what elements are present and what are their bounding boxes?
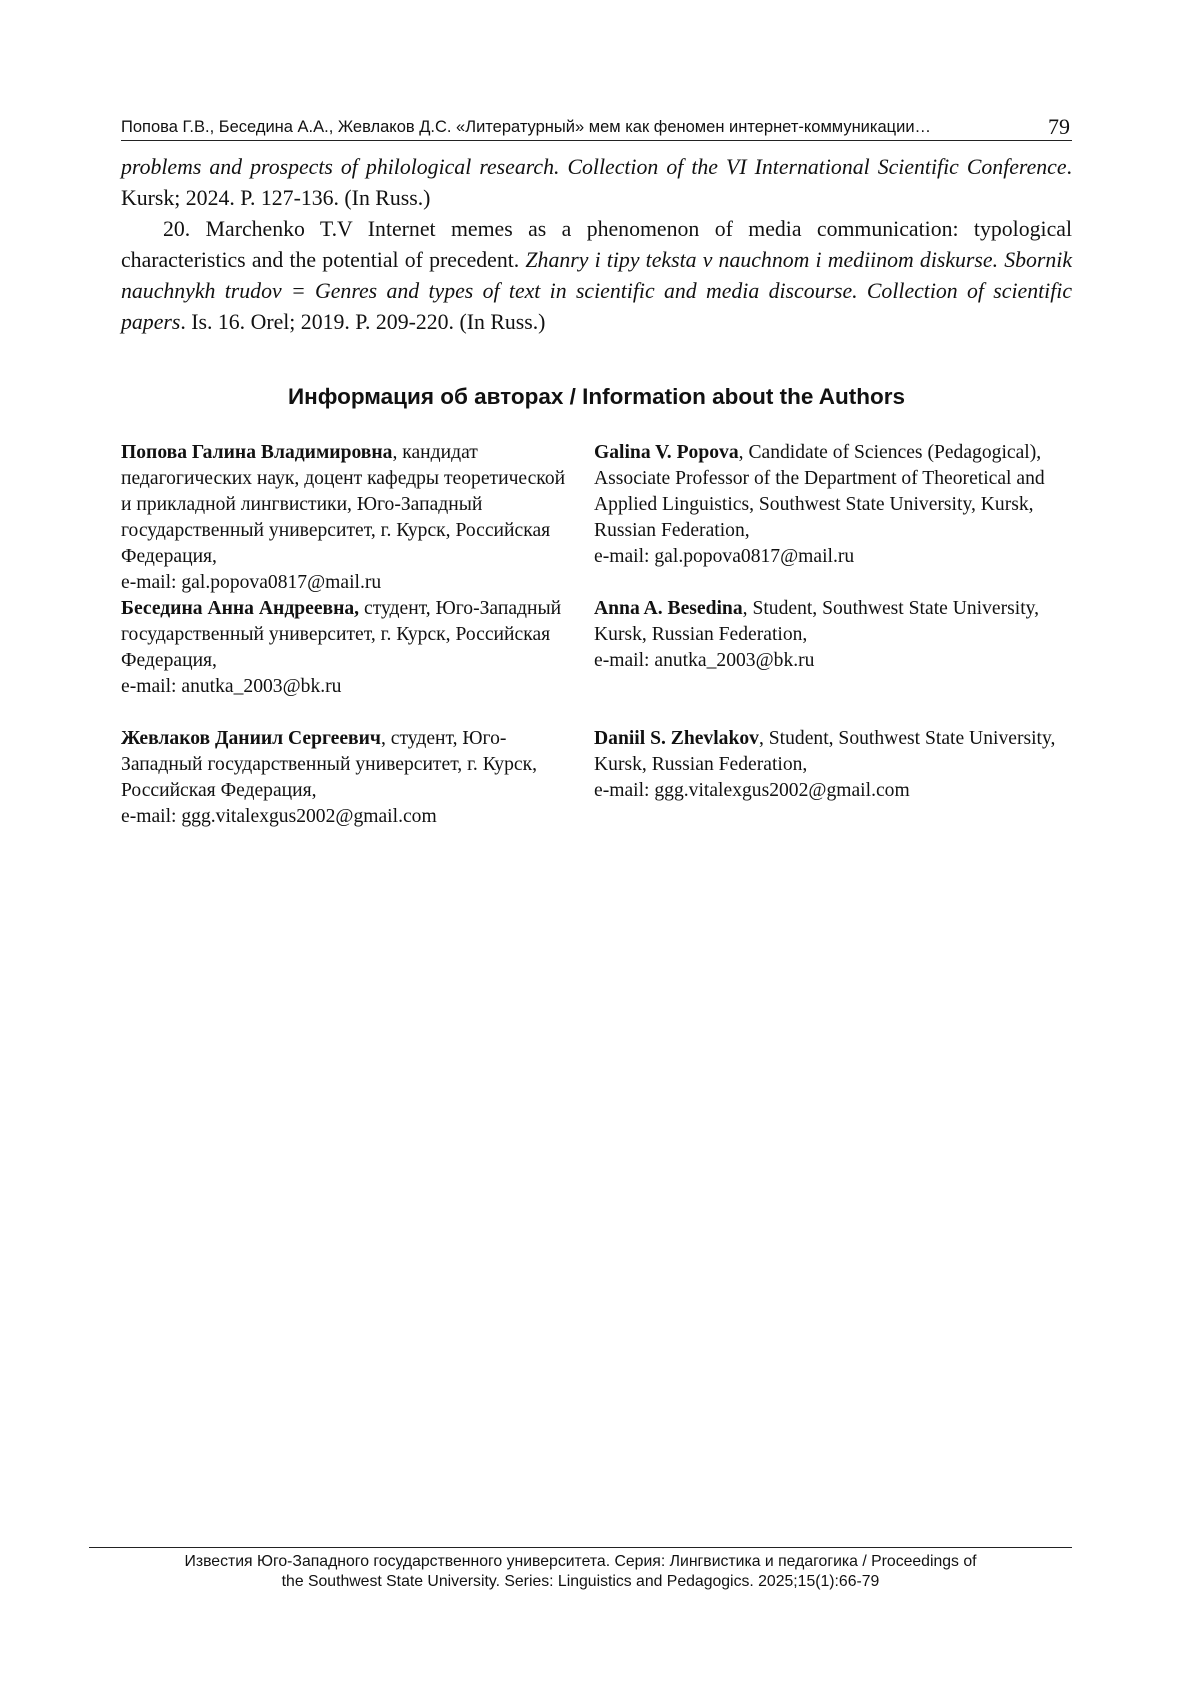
author-ru-3-details: , студент, Юго-Западный государственный университет, г. Курск, Российская Федерация, bbox=[121, 728, 538, 801]
author-en-3 bbox=[594, 726, 1074, 804]
author-ru-1 bbox=[121, 440, 576, 596]
authors-english-column bbox=[594, 440, 1074, 804]
author-en-2-name: Anna A. Besedina bbox=[594, 598, 743, 619]
author-en-3-details: , Student, Southwest State University, Kursk, Russian Federation, bbox=[594, 728, 1056, 775]
references-continuation bbox=[121, 152, 1072, 338]
author-ru-2-name: Беседина Анна Андреевна, bbox=[121, 598, 360, 619]
reference-20 bbox=[121, 214, 1072, 338]
spacer bbox=[121, 700, 576, 726]
footer-divider bbox=[89, 1547, 1072, 1548]
page-number: 79 bbox=[1048, 114, 1070, 139]
author-ru-3 bbox=[121, 726, 576, 830]
author-en-1-name: Galina V. Popova bbox=[594, 442, 739, 463]
reference-20-tail: . Is. 16. Orel; 2019. P. 209-220. (In Russ.) bbox=[180, 310, 546, 334]
spacer bbox=[594, 570, 1074, 596]
footer-line-2: the Southwest State University. Series: Linguistics and Pedagogics. 2025;15(1):66-79 bbox=[281, 1573, 880, 1590]
spacer bbox=[594, 674, 1074, 726]
author-en-3-email: e-mail: ggg.vitalexgus2002@gmail.com bbox=[594, 780, 910, 801]
author-en-2 bbox=[594, 596, 1074, 674]
author-en-3-name: Daniil S. Zhevlakov bbox=[594, 728, 759, 749]
author-ru-2-details: студент, Юго-Западный государственный университет, г. Курск, Российская Федерация, bbox=[121, 598, 562, 671]
section-title: Информация об авторах / Information about the Authors bbox=[287, 384, 906, 409]
authors-russian-column bbox=[121, 440, 576, 830]
author-ru-1-email: e-mail: gal.popova0817@mail.ru bbox=[121, 572, 382, 593]
running-title: Попова Г.В., Беседина А.А., Жевлаков Д.С. «Литературный» мем как феномен интернет-коммуникации… bbox=[121, 118, 932, 136]
author-ru-1-name: Попова Галина Владимировна bbox=[121, 442, 393, 463]
reference-20-italic: Zhanry i tipy teksta v nauchnom i mediinom diskurse. Sbornik nauchnykh trudov = Genres and types of text in scientific and media discourse. Collection of scientific papers bbox=[121, 248, 1072, 334]
author-en-2-details: , Student, Southwest State University, Kursk, Russian Federation, bbox=[594, 598, 1040, 645]
footer-line-1: Известия Юго-Западного государственного университета. Серия: Лингвистика и педагогика / Proceedings of bbox=[184, 1553, 977, 1570]
reference-19-plain: . Kursk; 2024. P. 127-136. (In Russ.) bbox=[121, 155, 1072, 210]
reference-20-plain: 20. Marchenko T.V Internet memes as a phenomenon of media communication: typological characteristics and the potential of precedent. bbox=[121, 217, 1072, 272]
author-ru-3-name: Жевлаков Даниил Сергеевич bbox=[121, 728, 381, 749]
author-ru-2 bbox=[121, 596, 576, 700]
author-ru-3-email: e-mail: ggg.vitalexgus2002@gmail.com bbox=[121, 806, 437, 827]
author-ru-2-email: e-mail: anutka_2003@bk.ru bbox=[121, 676, 342, 697]
author-en-1-email: e-mail: gal.popova0817@mail.ru bbox=[594, 546, 855, 567]
author-ru-1-details: , кандидат педагогических наук, доцент кафедры теоретической и прикладной лингвистики, Юго-Западный государственный университет, г. Курск, Российская Федерация, bbox=[121, 442, 566, 567]
author-en-1-details: , Candidate of Sciences (Pedagogical), Associate Professor of the Department of Theoretical and Applied Linguistics, Southwest State University, Kursk, Russian Federation, bbox=[594, 442, 1045, 541]
reference-19-tail bbox=[121, 152, 1072, 214]
journal-footer bbox=[89, 1552, 1072, 1592]
author-en-2-email: e-mail: anutka_2003@bk.ru bbox=[594, 650, 815, 671]
author-en-1 bbox=[594, 440, 1074, 570]
running-header bbox=[121, 114, 1072, 141]
reference-19-italic: problems and prospects of philological research. Collection of the VI International Scientific Conference bbox=[121, 155, 1067, 179]
